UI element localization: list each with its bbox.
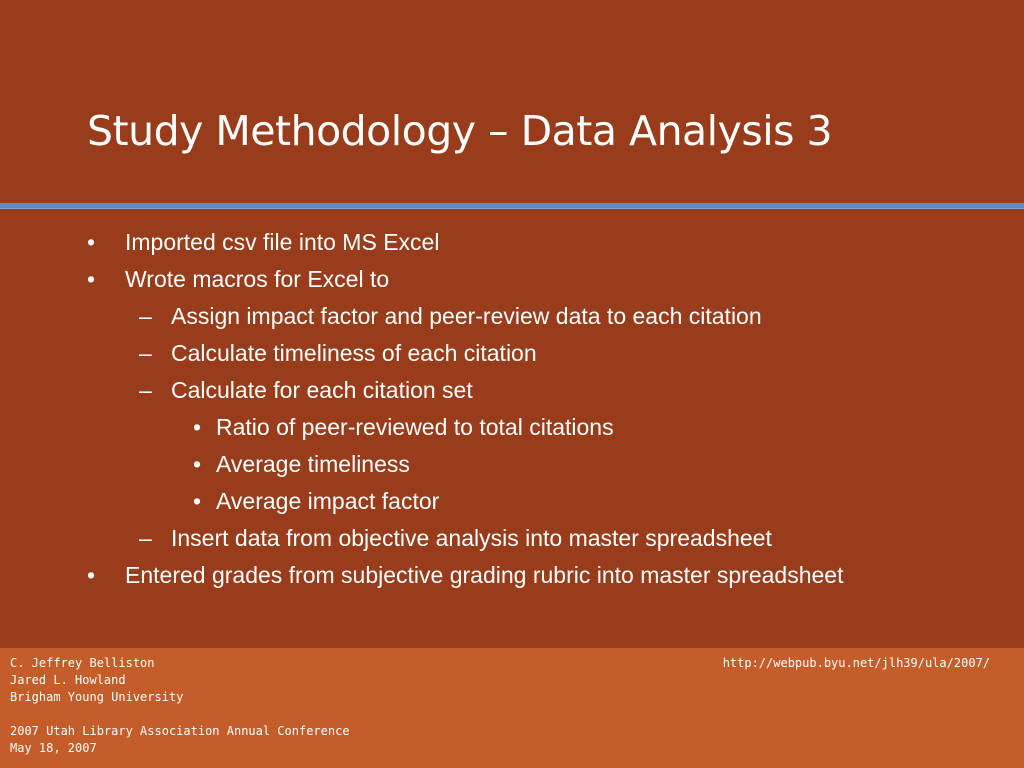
footer-institution: Brigham Young University xyxy=(10,690,184,704)
sub-sub-bullet-text: Average timeliness xyxy=(216,451,410,477)
sub-sub-bullet-text: Ratio of peer-reviewed to total citations xyxy=(216,414,614,440)
dash-marker: – xyxy=(139,525,152,551)
bullet-text: Imported csv file into MS Excel xyxy=(125,229,440,255)
sub-sub-bullet-text: Average impact factor xyxy=(216,488,440,514)
title-divider xyxy=(0,203,1024,209)
footer-date: May 18, 2007 xyxy=(10,741,97,755)
footer-author: Jared L. Howland xyxy=(10,673,126,687)
sub-bullet-text: Calculate for each citation set xyxy=(171,377,473,403)
sub-bullet-text: Calculate timeliness of each citation xyxy=(171,340,537,366)
bullet-marker: • xyxy=(193,414,202,440)
bullet-marker: • xyxy=(193,488,202,514)
sub-bullet-text: Insert data from objective analysis into master spreadsheet xyxy=(171,525,772,551)
slide-title: Study Methodology – Data Analysis 3 xyxy=(87,107,833,155)
footer-url: http://webpub.byu.net/jlh39/ula/2007/ xyxy=(722,656,990,670)
bullet-marker: • xyxy=(193,451,202,477)
slide-footer xyxy=(0,648,1024,768)
footer-author: C. Jeffrey Belliston xyxy=(10,656,155,670)
dash-marker: – xyxy=(139,303,152,329)
sub-bullet-text: Assign impact factor and peer-review data to each citation xyxy=(171,303,762,329)
dash-marker: – xyxy=(139,377,152,403)
footer-conference: 2007 Utah Library Association Annual Conference xyxy=(10,724,350,738)
bullet-marker: • xyxy=(87,562,96,588)
bullet-marker: • xyxy=(87,266,96,292)
dash-marker: – xyxy=(139,340,152,366)
bullet-text: Wrote macros for Excel to xyxy=(125,266,390,292)
footer-credits xyxy=(10,655,350,757)
footer-spacer xyxy=(10,706,350,723)
bullet-marker: • xyxy=(87,229,96,255)
bullet-text: Entered grades from subjective grading rubric into master spreadsheet xyxy=(125,562,844,588)
